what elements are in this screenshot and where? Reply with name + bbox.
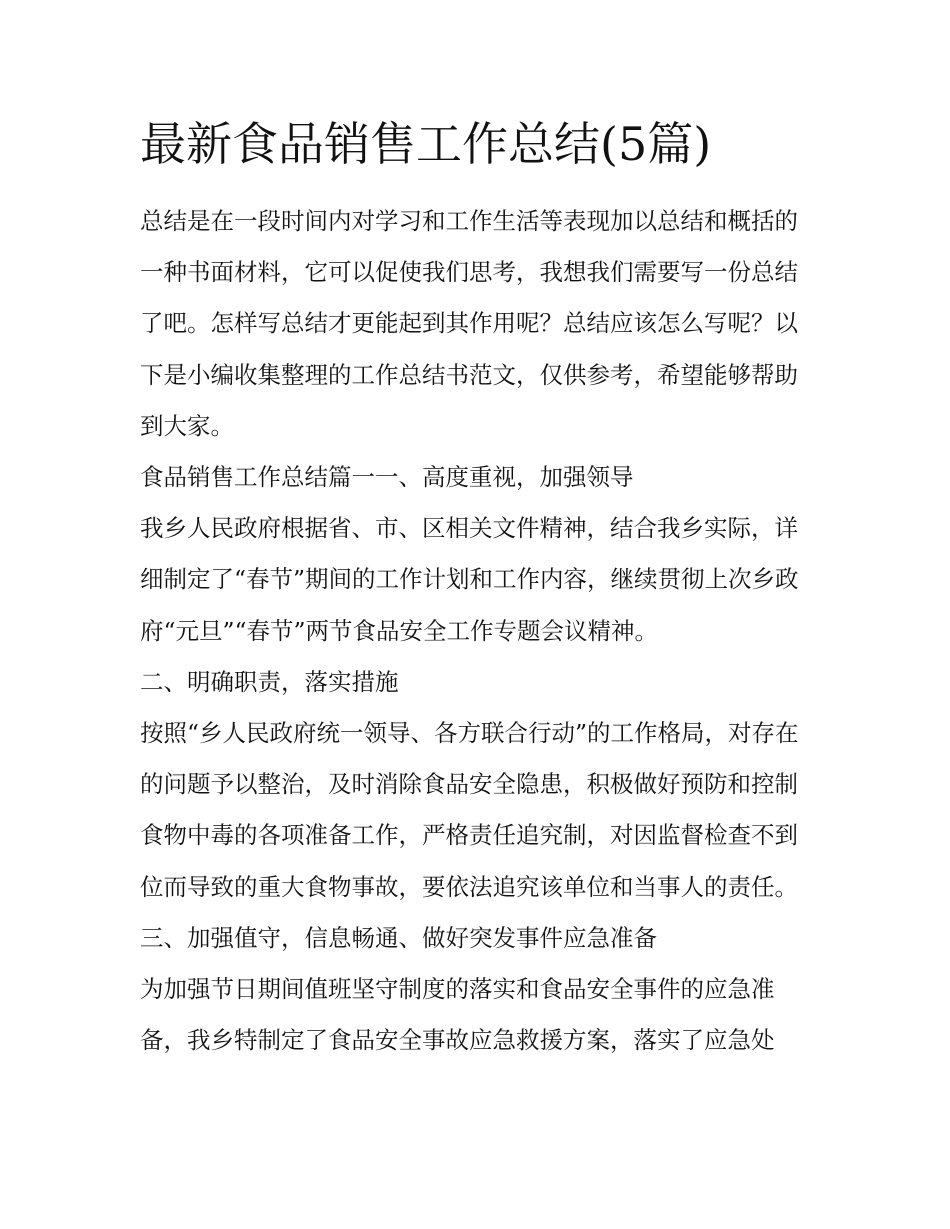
document-body <box>140 196 815 1066</box>
section-heading-3: 三、加强值守，信息畅通、做好突发事件应急准备 <box>140 923 657 952</box>
paragraph-1: 我乡人民政府根据省、市、区相关文件精神，结合我乡实际，详细制定了“春节”期间的工作计划和工作内容，继续贯彻上次乡政府“元旦”“春节”两节食品安全工作专题会议精神。 <box>140 514 799 645</box>
paragraph-3: 为加强节日期间值班坚守制度的落实和食品安全事件的应急准备，我乡特制定了食品安全事故应急救援方案，落实了应急处 <box>140 975 775 1055</box>
paragraph-2: 按照“乡人民政府统一领导、各方联合行动”的工作格局，对存在的问题予以整治，及时消除食品安全隐患，积极做好预防和控制食物中毒的各项准备工作，严格责任追究制，对因监督检查不到位而导致的重大食物事故，要依法追究该单位和当事人的责任。 <box>140 719 799 901</box>
section-heading-1: 食品销售工作总结篇一一、高度重视，加强领导 <box>140 463 634 492</box>
section-heading-2: 二、明确职责，落实措施 <box>140 667 399 696</box>
paragraph-intro: 总结是在一段时间内对学习和工作生活等表现加以总结和概括的一种书面材料，它可以促使我们思考，我想我们需要写一份总结了吧。怎样写总结才更能起到其作用呢？总结应该怎么写呢？以下是小编收集整理的工作总结书范文，仅供参考，希望能够帮助到大家。 <box>140 207 798 440</box>
document-title: 最新食品销售工作总结(5篇) <box>140 117 712 171</box>
